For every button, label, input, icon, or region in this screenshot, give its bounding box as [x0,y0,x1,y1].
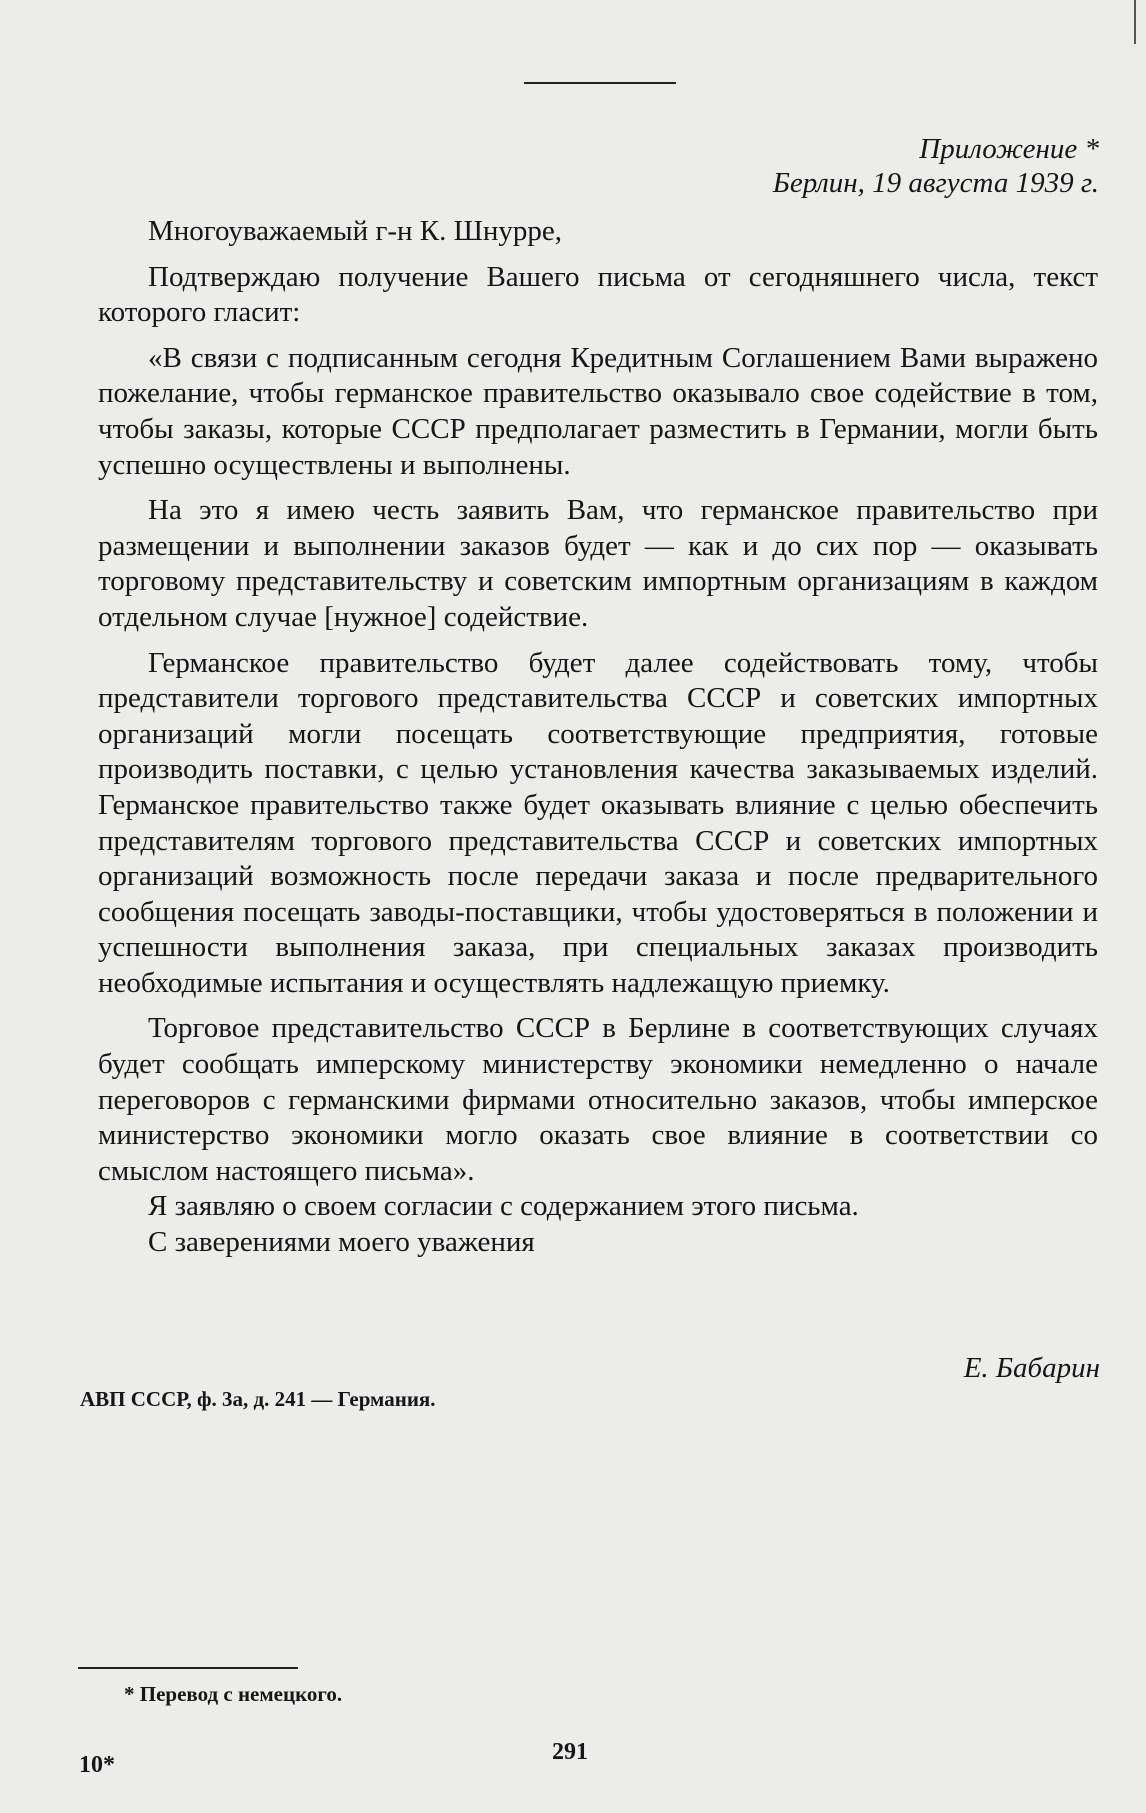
paragraph-5: Торговое представительство СССР в Берлине в соответствующих случаях будет сообщать имперскому министерству экономики немедленно о начале переговоров с германскими фирмами относительно заказов, чтобы имперское министерство экономики могло оказать свое влияние в соответствии со смыслом настоящего письма». [98,1012,1098,1187]
letter-body [98,214,1098,1261]
appendix-label: Приложение * [919,133,1099,165]
paragraph-2: «В связи с подписанным сегодня Кредитным Соглашением Вами выражено пожелание, чтобы германское правительство оказывало свое содействие в том, чтобы заказы, которые СССР предполагает разместить в Германии, могли быть успешно осуществлены и выполнены. [98,341,1098,481]
signature: Е. Бабарин [963,1352,1100,1384]
archive-source: АВП СССР, ф. 3а, д. 241 — Германия. [80,1387,436,1411]
page-number: 291 [552,1739,588,1765]
paragraph-3: На это я имею честь заявить Вам, что германское правительство при размещении и выполнении заказов будет — как и до сих пор — оказывать торговому представительству и советским импортным организациям в каждом отдельном случае [нужное] содействие. [98,494,1098,633]
place-date: Берлин, 19 августа 1939 г. [772,167,1099,199]
paragraph-7: С заверениями моего уважения [148,1226,535,1259]
paragraph-6: Я заявляю о своем согласии с содержанием этого письма. [148,1190,859,1223]
footnote: * Перевод с немецкого. [124,1682,343,1706]
salutation: Многоуважаемый г-н К. Шнурре, [148,215,563,247]
paragraph-4: Германское правительство будет далее содействовать тому, чтобы представители торгового представительства СССР и советских импортных организаций могли посещать соответствующие предприятия, готовые производить поставки, с целью установления качества заказываемых изделий. Германское правительство также будет оказывать влияние с целью обеспечить представителям торгового представительства СССР и советских импортных организаций возможность после передачи заказа и после предварительного сообщения посещать заводы-поставщики, чтобы удостоверяться в положении и успешности выполнения заказа, при специальных заказах производить необходимые испытания и осуществлять надлежащую приемку. [98,646,1098,999]
paragraph-1: Подтверждаю получение Вашего письма от сегодняшнего числа, текст которого гласит: [98,260,1098,329]
printer-signature-mark: 10* [79,1752,115,1778]
top-rule [524,82,676,84]
footnote-rule [78,1667,298,1669]
page-edge-mark [1134,0,1136,44]
